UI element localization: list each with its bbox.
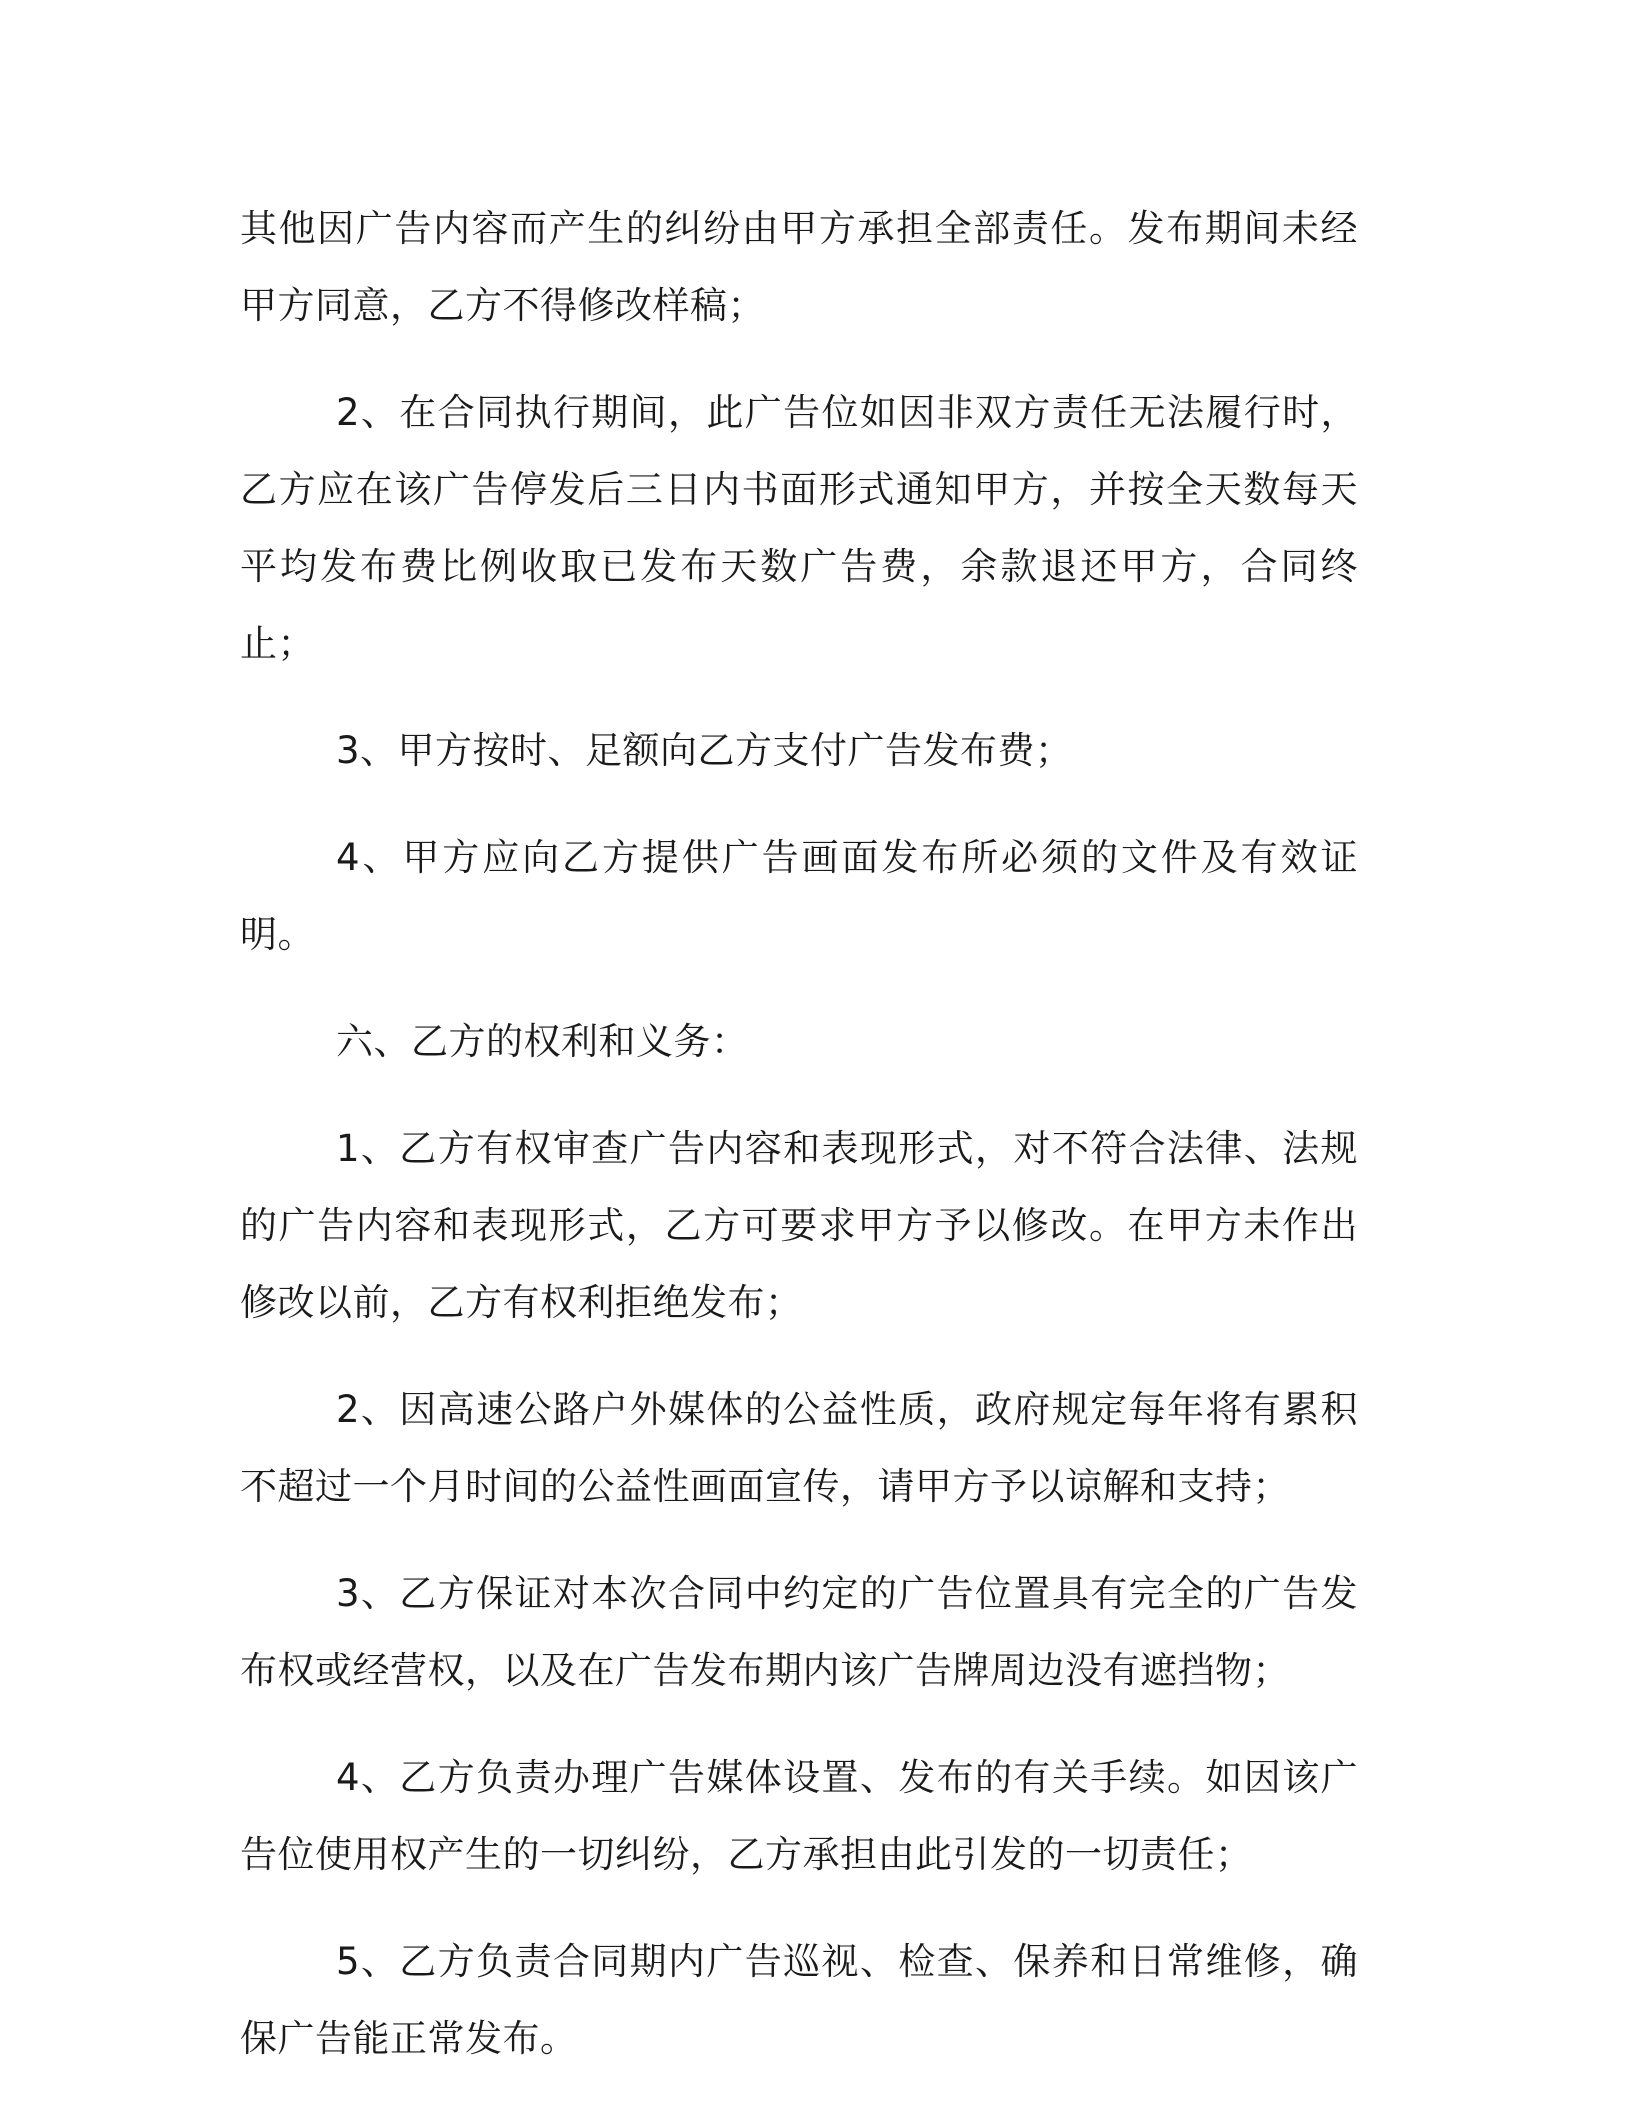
paragraph-clause-6-3: 3、乙方保证对本次合同中约定的广告位置具有完全的广告发布权或经营权，以及在广告发布期内该广告牌周边没有遮挡物； [240, 1572, 1358, 1692]
paragraph-clause-6-4: 4、乙方负责办理广告媒体设置、发布的有关手续。如因该广告位使用权产生的一切纠纷，乙方承担由此引发的一切责任； [240, 1756, 1358, 1876]
section-heading-6: 六、乙方的权利和义务： [336, 1020, 749, 1063]
paragraph-clause-5-3: 3、甲方按时、足额向乙方支付广告发布费； [336, 729, 1073, 772]
paragraph-clause-6-5: 5、乙方负责合同期内广告巡视、检查、保养和日常维修，确保广告能正常发布。 [240, 1940, 1358, 2060]
paragraph-clause-5-4: 4、甲方应向乙方提供广告画面发布所必须的文件及有效证明。 [240, 836, 1358, 956]
paragraph-continuation: 其他因广告内容而产生的纠纷由甲方承担全部责任。发布期间未经甲方同意，乙方不得修改样稿； [240, 207, 1358, 327]
paragraph-clause-5-2: 2、在合同执行期间，此广告位如因非双方责任无法履行时，乙方应在该广告停发后三日内书面形式通知甲方，并按全天数每天平均发布费比例收取已发布天数广告费，余款退还甲方，合同终止； [240, 391, 1358, 665]
paragraph-clause-6-1: 1、乙方有权审查广告内容和表现形式，对不符合法律、法规的广告内容和表现形式，乙方可要求甲方予以修改。在甲方未作出修改以前，乙方有权利拒绝发布； [240, 1127, 1358, 1324]
document-page [240, 190, 1358, 2107]
paragraph-clause-6-2: 2、因高速公路户外媒体的公益性质，政府规定每年将有累积不超过一个月时间的公益性画面宣传，请甲方予以谅解和支持； [240, 1388, 1358, 1508]
